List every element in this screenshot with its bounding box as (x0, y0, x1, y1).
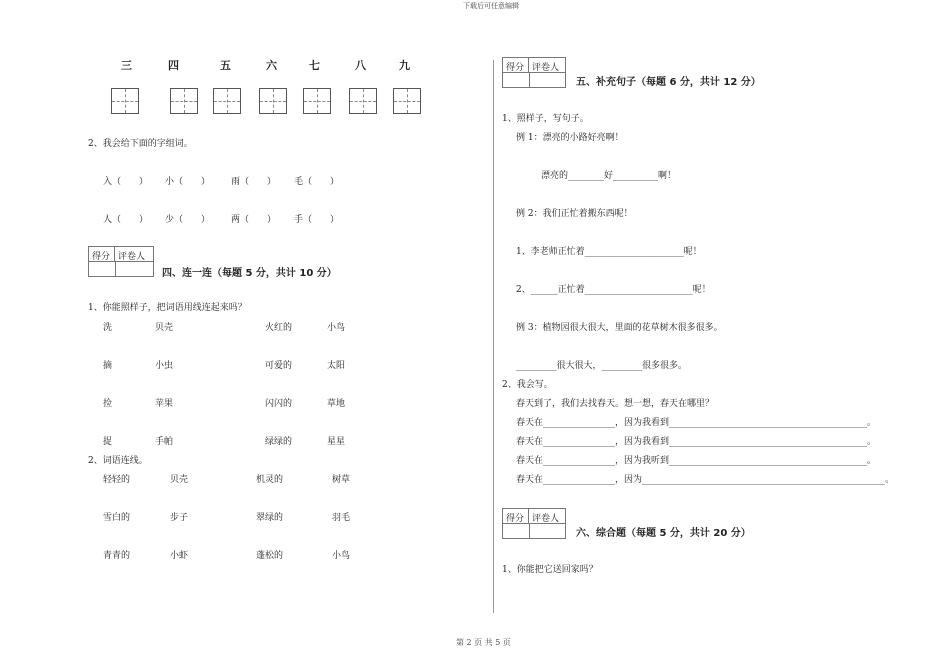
word-slot[interactable]: 手（ ） (294, 215, 340, 225)
sec4-q1: 1、你能照样子，把词语用线连起来吗？ (88, 303, 247, 313)
writing-box[interactable] (111, 88, 139, 114)
sec5-q2: 2、我会写。 (502, 380, 553, 390)
spring-prompt: 春天到了，我们去找春天。想一想，春天在哪里？ (516, 399, 715, 409)
sec4-q2: 2、词语连线。 (88, 456, 148, 466)
word-slot[interactable]: 毛（ ） (294, 177, 340, 187)
example-3-fill[interactable]: _________很大很大，_________很多很多。 (516, 361, 688, 371)
section-4-title: 四、连一连（每题 5 分，共计 10 分） (162, 268, 337, 279)
digit-8: 八 (355, 59, 366, 72)
q2-title: 2、我会给下面的字组词。 (88, 139, 193, 149)
example-2: 例 2：我们正忙着搬东西呢！ (516, 209, 633, 219)
word-slot[interactable]: 两（ ） (231, 215, 277, 225)
match-item[interactable]: 闪闪的 (265, 399, 293, 409)
match-item[interactable]: 小虫 (155, 361, 174, 371)
spring-line[interactable]: 春天在________________，因为我听到____________________________________________。 (516, 456, 877, 466)
match-item[interactable]: 太阳 (327, 361, 346, 371)
writing-box[interactable] (303, 88, 331, 114)
match-item[interactable]: 洗 (103, 323, 113, 333)
match-item[interactable]: 摘 (103, 361, 113, 371)
example-3: 例 3：植物园很大很大，里面的花草树木很多很多。 (516, 323, 723, 333)
score-label: 得分 (506, 63, 525, 73)
example-1: 例 1：漂亮的小路好亮啊！ (516, 133, 624, 143)
score-box (502, 508, 566, 524)
match-item[interactable]: 树草 (332, 475, 351, 485)
grader-label: 评卷人 (118, 252, 146, 262)
digit-5: 五 (220, 59, 231, 72)
grader-label: 评卷人 (532, 514, 560, 524)
example-2-line-2[interactable]: 2、______正忙着________________________呢！ (516, 285, 711, 295)
match-item[interactable]: 步子 (170, 513, 189, 523)
spring-line[interactable]: 春天在________________，因为______________________________________________________。 (516, 475, 895, 485)
writing-box[interactable] (259, 88, 287, 114)
digit-6: 六 (266, 59, 277, 72)
sec5-q1: 1、照样子，写句子。 (502, 114, 589, 124)
word-slot[interactable]: 少（ ） (165, 215, 211, 225)
section-5-title: 五、补充句子（每题 6 分，共计 12 分） (576, 77, 761, 88)
header-note: 下载后可任意编辑 (463, 2, 519, 10)
grader-label: 评卷人 (532, 63, 560, 73)
spring-line[interactable]: 春天在________________，因为我看到____________________________________________。 (516, 437, 877, 447)
digit-3: 三 (121, 59, 132, 72)
word-slot[interactable]: 入（ ） (103, 177, 149, 187)
match-item[interactable]: 青青的 (103, 551, 131, 561)
match-item[interactable]: 机灵的 (256, 475, 284, 485)
match-item[interactable]: 蓬松的 (256, 551, 284, 561)
score-label: 得分 (92, 252, 111, 262)
match-item[interactable]: 小鸟 (327, 323, 346, 333)
match-item[interactable]: 手帕 (155, 437, 174, 447)
match-item[interactable]: 捉 (103, 437, 113, 447)
example-2-line-1[interactable]: 1、李老师正忙着______________________呢！ (516, 247, 702, 257)
match-item[interactable]: 轻轻的 (103, 475, 131, 485)
word-slot[interactable]: 小（ ） (165, 177, 211, 187)
section-6-title: 六、综合题（每题 5 分，共计 20 分） (576, 528, 751, 539)
example-1-fill[interactable]: 漂亮的________好__________啊！ (541, 171, 677, 181)
match-item[interactable]: 贝壳 (170, 475, 189, 485)
match-item[interactable]: 小鸟 (332, 551, 351, 561)
match-item[interactable]: 可爱的 (265, 361, 293, 371)
match-item[interactable]: 雪白的 (103, 513, 131, 523)
match-item[interactable]: 星星 (327, 437, 346, 447)
column-divider (493, 60, 494, 613)
match-item[interactable]: 捡 (103, 399, 113, 409)
writing-box[interactable] (213, 88, 241, 114)
writing-box[interactable] (393, 88, 421, 114)
writing-box[interactable] (170, 88, 198, 114)
page-footer: 第 2 页 共 5 页 (456, 638, 511, 647)
digit-7: 七 (309, 59, 320, 72)
spring-line[interactable]: 春天在________________，因为我看到____________________________________________。 (516, 418, 877, 428)
score-box (88, 246, 154, 262)
match-item[interactable]: 翠绿的 (256, 513, 284, 523)
match-item[interactable]: 火红的 (265, 323, 293, 333)
writing-box[interactable] (349, 88, 377, 114)
sec6-q1: 1、你能把它送回家吗？ (502, 565, 598, 575)
match-item[interactable]: 小虾 (170, 551, 189, 561)
match-item[interactable]: 苹果 (155, 399, 174, 409)
score-box (502, 57, 566, 73)
word-slot[interactable]: 雨（ ） (231, 177, 277, 187)
match-item[interactable]: 草地 (327, 399, 346, 409)
score-label: 得分 (506, 514, 525, 524)
match-item[interactable]: 贝壳 (155, 323, 174, 333)
word-slot[interactable]: 人（ ） (103, 215, 149, 225)
match-item[interactable]: 绿绿的 (265, 437, 293, 447)
match-item[interactable]: 羽毛 (332, 513, 351, 523)
digit-9: 九 (399, 59, 410, 72)
digit-4: 四 (168, 59, 179, 72)
